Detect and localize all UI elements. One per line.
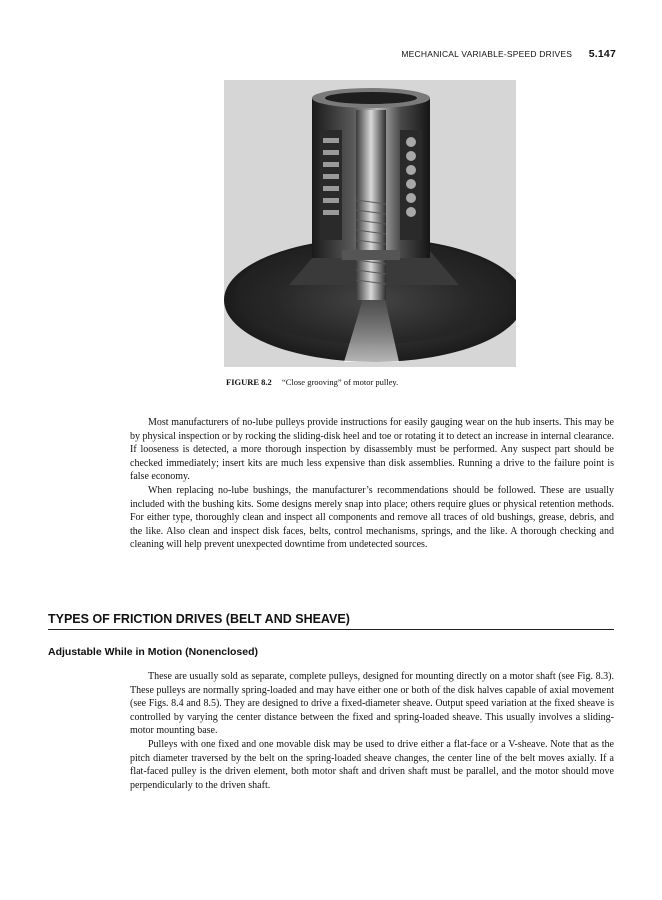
paragraph: Most manufacturers of no-lube pulleys provide instructions for easily gauging wear on the hub inserts. This may be by physical inspection or by rocking the sliding-disk heel and toe or rotating it to detect an increase in internal clearance. If looseness is detected, a more thorough inspection by disassembly must be performed. Any suspect part should be checked immediately; insert kits are much less expensive than disk assemblies. Running a drive to the failure point is false economy. [130, 417, 614, 483]
body-text-top [130, 416, 614, 552]
subsection-heading: Adjustable While in Motion (Nonenclosed) [48, 646, 258, 658]
figure-caption [226, 377, 398, 387]
running-head [401, 48, 616, 60]
figure-label: FIGURE 8.2 [226, 377, 272, 387]
page-number: 5.147 [588, 48, 616, 60]
pulley-illustration [224, 80, 516, 367]
running-head-title: MECHANICAL VARIABLE-SPEED DRIVES [401, 49, 573, 59]
paragraph: These are usually sold as separate, complete pulleys, designed for mounting directly on a motor shaft (see Fig. 8.3). These pulleys are normally spring-loaded and may have either one or both of the disk halves capable of axial movement (see Figs. 8.4 and 8.5). They are designed to drive a fixed-diameter sheave. Output speed variation at the fixed sheave is controlled by varying the center distance between the fixed and spring-loaded sheave. This usually involves a sliding-motor mounting base. [130, 671, 614, 737]
body-text-bottom [130, 670, 614, 792]
figure-caption-text: “Close grooving” of motor pulley. [281, 377, 399, 387]
paragraph: When replacing no-lube bushings, the manufacturer’s recommendations should be followed. These are usually included with the bushing kits. Some designs merely snap into place; others require glues or physical retention methods. For either type, thoroughly clean and inspect all components and remove all traces of old bushings, grease, debris, and the like. Also clean and inspect disk faces, belts, control mechanisms, springs, and the like. A thorough checking and cleaning will help prevent unexpected downtime from undetected sources. [130, 484, 614, 551]
paragraph: Pulleys with one fixed and one movable disk may be used to drive either a flat-face or a V-sheave. Note that as the pitch diameter traversed by the belt on the spring-loaded sheave changes, the center line of the belt moves axially. If a flat-faced pulley is the driven element, both motor shaft and driven shaft must be parallel, and the motor should move perpendicularly to the driven shaft. [130, 738, 614, 791]
section-heading: TYPES OF FRICTION DRIVES (BELT AND SHEAVE) [48, 612, 614, 630]
figure-photo [224, 80, 516, 367]
